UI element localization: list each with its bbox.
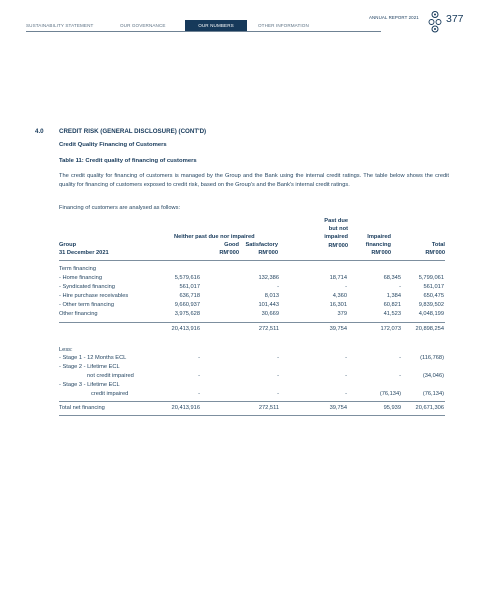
col-good-header: Good RM'000 xyxy=(219,242,239,257)
bottom-divider xyxy=(59,415,445,416)
subheading: Credit Quality Financing of Customers xyxy=(59,142,167,148)
nav-our-numbers[interactable]: OUR NUMBERS xyxy=(185,20,247,32)
table-row: - Syndicated financing 561,017 - - - 561,017 xyxy=(59,284,444,290)
section-title: CREDIT RISK (GENERAL DISCLOSURE) (CONT'D) xyxy=(59,128,207,135)
col-impaired-header: Impaired financing RM'000 xyxy=(365,234,391,257)
nav-other-information[interactable]: OTHER INFORMATION xyxy=(258,23,309,28)
table-row: - Home financing 5,579,616 132,386 18,714 68,345 5,799,061 xyxy=(59,275,444,281)
term-financing-label-row: Term financing xyxy=(59,266,96,272)
table-row: - Other term financing 9,660,937 101,443 16,301 60,821 9,839,502 xyxy=(59,302,444,308)
table-divider xyxy=(59,260,445,261)
stage1-row: - Stage 1 - 12 Months ECL - - - - (116,768) xyxy=(59,355,444,361)
col-total-header: Total RM'000 xyxy=(425,242,445,257)
stage2-label-row: - Stage 2 - Lifetime ECL xyxy=(59,364,120,370)
neither-past-due-header: Neither past due nor impaired xyxy=(174,234,255,240)
description-paragraph: The credit quality for financing of customers is managed by the Group and the Bank using the internal credit ratings. The table below shows the credit quality for financing of customers exposed to credit risk, based on the Group's and the Bank's internal credit ratings. xyxy=(59,173,449,188)
subtotal-divider xyxy=(59,322,445,323)
less-label-row: Less: xyxy=(59,347,73,353)
table-row: - Hire purchase receivables 636,718 8,013 4,360 1,384 650,475 xyxy=(59,293,444,299)
stage3-label-row: - Stage 3 - Lifetime ECL xyxy=(59,382,120,388)
page-number: 377 xyxy=(446,13,464,25)
col-past-due-header: Past due but not impaired RM'000 xyxy=(324,218,348,249)
nav-our-governance[interactable]: OUR GOVERNANCE xyxy=(120,23,166,28)
subtotal-row: 20,413,916 272,511 39,754 172,073 20,898,254 xyxy=(171,326,444,332)
stage2-row: not credit impaired - - - - (34,046) xyxy=(87,373,444,379)
total-row: Total net financing 20,413,916 272,511 39,754 95,939 20,671,306 xyxy=(59,405,444,411)
stage3-row: credit impaired - - - (76,134) (76,134) xyxy=(91,391,444,397)
table-title: Table 11: Credit quality of financing of customers xyxy=(59,158,197,164)
date-label: 31 December 2021 xyxy=(59,250,109,256)
intro-text: Financing of customers are analysed as follows: xyxy=(59,205,181,211)
nav-sustainability-statement[interactable]: SUSTAINABILITY STATEMENT xyxy=(26,23,94,28)
section-number: 4.0 xyxy=(35,128,44,135)
col-satisfactory-header: Satisfactory RM'000 xyxy=(245,242,278,257)
group-label: Group xyxy=(59,242,77,248)
header-divider xyxy=(26,31,381,32)
table-row: Other financing 3,975,628 30,669 379 41,523 4,048,199 xyxy=(59,311,444,317)
total-divider xyxy=(59,401,445,402)
bank-logo-icon xyxy=(427,11,443,33)
annual-report-label: ANNUAL REPORT 2021 xyxy=(369,15,419,20)
